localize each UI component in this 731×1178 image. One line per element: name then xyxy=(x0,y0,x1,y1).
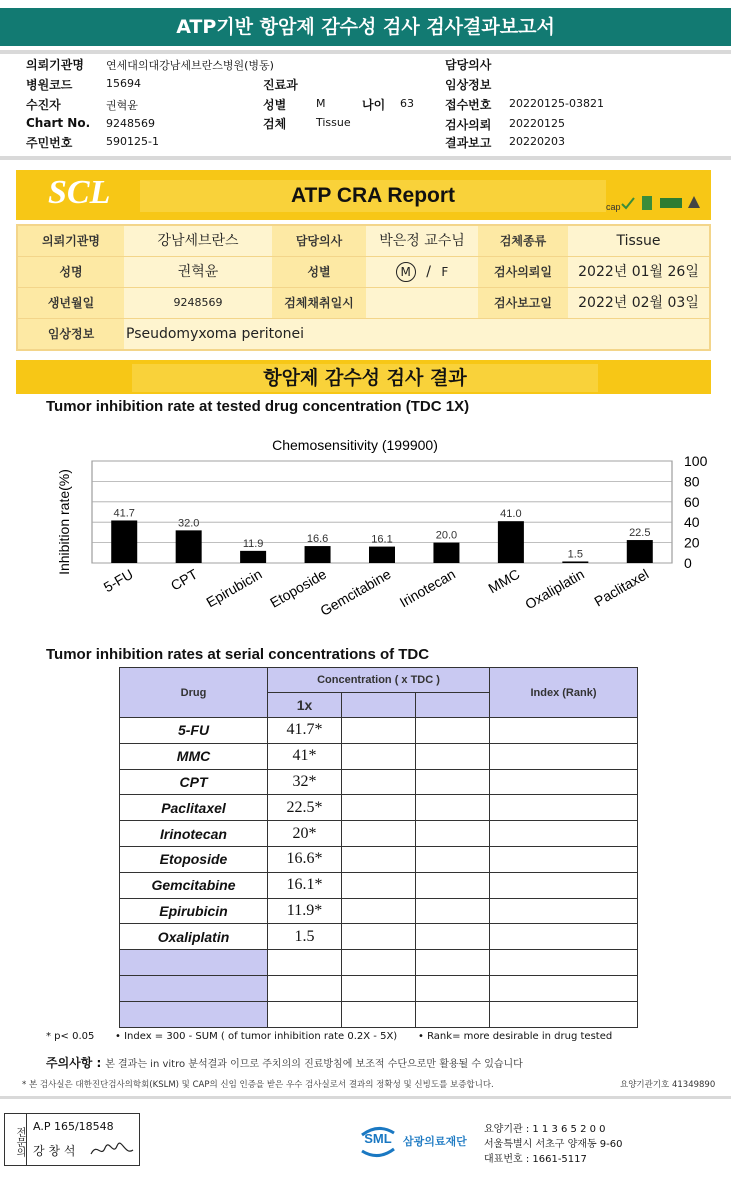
section-title: 항암제 감수성 검사 결과 xyxy=(132,364,598,392)
sex-male-selected: M xyxy=(396,262,416,282)
info-value xyxy=(366,288,478,318)
drug-name: 5-FU xyxy=(120,718,268,744)
x-tick-label: Gemcitabine xyxy=(317,565,394,619)
patient-meta xyxy=(26,56,726,151)
info-label: 성별 xyxy=(272,257,366,287)
info-value: 권혁윤 xyxy=(177,264,219,280)
certification-note: * 본 검사실은 대한진단검사의학회(KSLM) 및 CAP의 신임 인증을 받은 우수 검사실로서 결과의 정확성 및 신빙도를 보증합니다. xyxy=(22,1080,494,1090)
table-row xyxy=(120,769,638,795)
table-row xyxy=(120,975,638,1001)
inhibition-value: 16.1* xyxy=(268,872,342,898)
x-tick-label: 5-FU xyxy=(100,565,136,596)
scl-report-title: ATP CRA Report xyxy=(140,180,606,212)
bar-value-label: 20.0 xyxy=(435,529,458,542)
empty-cell xyxy=(416,795,490,821)
empty-cell xyxy=(416,846,490,872)
bar-value-label: 22.5 xyxy=(629,527,651,540)
x-tick-label: MMC xyxy=(485,565,523,597)
table-row xyxy=(120,872,638,898)
info-value: Pseudomyxoma peritonei xyxy=(126,326,305,342)
empty-cell xyxy=(416,950,490,976)
concentration-empty-header xyxy=(416,693,490,718)
x-tick-label: Oxaliplatin xyxy=(522,565,587,613)
y-tick-label: 0 xyxy=(684,555,692,571)
footer-line1: 요양기관 : 1 1 3 6 5 2 0 0 xyxy=(484,1124,606,1135)
empty-cell xyxy=(416,718,490,744)
empty-cell xyxy=(342,872,416,898)
p-note: * p< 0.05 xyxy=(46,1031,95,1042)
inhibition-value: 11.9* xyxy=(268,898,342,924)
empty-cell xyxy=(342,743,416,769)
empty-drug-cell xyxy=(120,1001,268,1027)
concentration-1x-header: 1x xyxy=(268,693,342,718)
x-tick-label: Epirubicin xyxy=(203,565,265,611)
accreditation-logos xyxy=(606,190,706,214)
caution-note xyxy=(46,1054,523,1071)
empty-cell xyxy=(490,846,638,872)
drug-name: Epirubicin xyxy=(120,898,268,924)
index-header: Index (Rank) xyxy=(490,668,638,718)
inhibition-value: 1.5 xyxy=(268,924,342,950)
empty-cell xyxy=(342,718,416,744)
table-row xyxy=(120,924,638,950)
info-label: 검사보고일 xyxy=(478,288,568,318)
inhibition-value: 20* xyxy=(268,821,342,847)
chemosensitivity-chart xyxy=(40,428,720,628)
bar-cpt xyxy=(176,530,202,563)
tdc-table xyxy=(119,667,638,1028)
sex-female: F xyxy=(441,265,449,279)
empty-drug-cell xyxy=(120,975,268,1001)
meta-value: 15694 xyxy=(106,77,141,90)
bar-epirubicin xyxy=(240,551,266,563)
drug-name: Gemcitabine xyxy=(120,872,268,898)
y-tick-label: 40 xyxy=(684,514,700,531)
info-value: 9248569 xyxy=(173,296,223,309)
empty-cell xyxy=(268,1001,342,1027)
empty-cell xyxy=(342,769,416,795)
inhibition-value: 41* xyxy=(268,743,342,769)
footer-line3: 대표번호 : 1661-5117 xyxy=(484,1154,587,1165)
y-tick-label: 100 xyxy=(684,453,708,469)
empty-cell xyxy=(416,743,490,769)
sex-selector xyxy=(366,257,478,287)
table-row xyxy=(120,898,638,924)
divider xyxy=(0,156,731,160)
info-label: 임상정보 xyxy=(18,319,124,349)
bar-oxaliplatin xyxy=(562,561,588,563)
sml-name: 삼광의료재단 xyxy=(403,1135,467,1148)
meta-label: 접수번호 xyxy=(445,98,492,112)
drug-name: Paclitaxel xyxy=(120,795,268,821)
bar-5-fu xyxy=(111,520,137,563)
empty-cell xyxy=(342,975,416,1001)
info-value: 박은정 교수님 xyxy=(379,233,465,249)
empty-cell xyxy=(490,950,638,976)
empty-cell xyxy=(490,924,638,950)
table-row xyxy=(120,718,638,744)
meta-value: M xyxy=(316,97,326,110)
bar-value-label: 41.0 xyxy=(500,508,522,521)
meta-value: 20220125 xyxy=(509,117,565,130)
report-title: ATP기반 항암제 감수성 검사 검사결과보고서 xyxy=(0,8,731,46)
footer-line2: 서울특별시 서초구 양재동 9-60 xyxy=(484,1139,623,1150)
table-row xyxy=(120,1001,638,1027)
caution-text: 본 결과는 in vitro 분석결과 이므로 주치의의 진료방침에 보조적 수단으로만 활용될 수 있습니다 xyxy=(105,1059,523,1070)
meta-value: 590125-1 xyxy=(106,135,159,148)
meta-label: 담당의사 xyxy=(445,58,492,72)
concentration-header: Concentration ( x TDC ) xyxy=(268,668,490,693)
bar-value-label: 1.5 xyxy=(567,548,583,561)
meta-value: 20220203 xyxy=(509,135,565,148)
bar-value-label: 16.1 xyxy=(371,533,393,546)
empty-cell xyxy=(342,795,416,821)
meta-label: 의뢰기관명 xyxy=(26,58,84,72)
meta-label: 주민번호 xyxy=(26,136,73,150)
empty-cell xyxy=(490,795,638,821)
info-value: 2022년 02월 03일 xyxy=(578,295,699,311)
table-row xyxy=(120,743,638,769)
y-tick-label: 60 xyxy=(684,493,700,510)
institution-code: 요양기관기호 41349890 xyxy=(620,1080,716,1090)
empty-cell xyxy=(490,821,638,847)
x-tick-label: CPT xyxy=(167,565,201,594)
empty-cell xyxy=(416,924,490,950)
empty-cell xyxy=(268,950,342,976)
sex-separator: / xyxy=(426,264,431,280)
drug-name: MMC xyxy=(120,743,268,769)
table-row xyxy=(120,821,638,847)
signature-box xyxy=(4,1113,140,1166)
meta-label: 검체 xyxy=(263,117,287,131)
bar-value-label: 11.9 xyxy=(242,537,264,550)
concentration-empty-header xyxy=(342,693,416,718)
inhibition-value: 32* xyxy=(268,769,342,795)
info-label: 의뢰기관명 xyxy=(18,226,124,256)
inhibition-value: 22.5* xyxy=(268,795,342,821)
meta-value: 권혁윤 xyxy=(106,99,138,112)
divider xyxy=(0,1096,731,1099)
bar-value-label: 41.7 xyxy=(113,507,135,520)
bar-value-label: 16.6 xyxy=(306,533,329,546)
info-row xyxy=(18,226,709,257)
meta-label: 검사의뢰 xyxy=(445,118,492,132)
x-tick-label: Paclitaxel xyxy=(591,565,652,610)
empty-cell xyxy=(416,872,490,898)
y-axis-label: Inhibition rate(%) xyxy=(56,469,72,575)
inhibition-value: 41.7* xyxy=(268,718,342,744)
specialist-id: A.P 165/18548 xyxy=(33,1120,114,1133)
y-tick-label: 80 xyxy=(684,473,700,490)
empty-cell xyxy=(490,743,638,769)
empty-cell xyxy=(342,950,416,976)
info-value: 강남세브란스 xyxy=(157,233,239,249)
info-label: 검체종류 xyxy=(478,226,568,256)
empty-cell xyxy=(342,1001,416,1027)
empty-cell xyxy=(416,1001,490,1027)
patient-info-box xyxy=(16,224,711,351)
empty-cell xyxy=(490,1001,638,1027)
bar-gemcitabine xyxy=(369,547,395,563)
info-row xyxy=(18,257,709,288)
meta-label: 나이 xyxy=(362,98,386,112)
p-value-note xyxy=(46,1031,94,1042)
info-row xyxy=(18,288,709,319)
table-row xyxy=(120,846,638,872)
x-tick-label: Irinotecan xyxy=(396,565,458,611)
specialist-name: 강 창 석 xyxy=(33,1144,76,1158)
empty-cell xyxy=(490,975,638,1001)
meta-label: 수진자 xyxy=(26,98,61,112)
info-label: 검체채취일시 xyxy=(272,288,366,318)
empty-cell xyxy=(490,898,638,924)
empty-cell xyxy=(416,821,490,847)
info-label: 검사의뢰일 xyxy=(478,257,568,287)
empty-cell xyxy=(342,821,416,847)
bar-value-label: 32.0 xyxy=(177,517,200,530)
drug-name: Etoposide xyxy=(120,846,268,872)
meta-label: Chart No. xyxy=(26,116,91,130)
meta-label: 진료과 xyxy=(263,78,298,92)
scl-logo: SCL xyxy=(48,174,111,211)
y-tick-label: 20 xyxy=(684,534,700,551)
meta-value: 63 xyxy=(400,97,414,110)
info-value: 2022년 01월 26일 xyxy=(578,264,699,280)
meta-label: 임상정보 xyxy=(445,78,492,92)
empty-cell xyxy=(342,898,416,924)
rank-note: • Rank= more desirable in drug tested xyxy=(418,1031,613,1042)
meta-value: 20220125-03821 xyxy=(509,97,604,110)
empty-cell xyxy=(342,846,416,872)
empty-cell xyxy=(416,898,490,924)
drug-name: CPT xyxy=(120,769,268,795)
meta-value: 9248569 xyxy=(106,117,155,130)
info-label: 생년월일 xyxy=(18,288,124,318)
chart-title: Chemosensitivity (199900) xyxy=(272,437,438,453)
drug-header: Drug xyxy=(120,668,268,718)
meta-label: 성별 xyxy=(263,98,287,112)
empty-cell xyxy=(490,769,638,795)
table-row xyxy=(120,795,638,821)
info-label: 성명 xyxy=(18,257,124,287)
bar-irinotecan xyxy=(433,543,459,563)
index-note: • Index = 300 - SUM ( of tumor inhibition rate 0.2X - 5X) xyxy=(115,1031,398,1042)
caution-label: 주의사항 : xyxy=(46,1056,102,1070)
divider xyxy=(0,50,731,54)
empty-cell xyxy=(268,975,342,1001)
signature-icon xyxy=(89,1140,135,1160)
table-row xyxy=(120,950,638,976)
empty-cell xyxy=(416,975,490,1001)
specialist-label: 전문의 xyxy=(5,1114,27,1165)
svg-text:cap: cap xyxy=(606,202,621,212)
meta-value: 연세대의대강남세브란스병원(병동) xyxy=(106,59,274,72)
bar-mmc xyxy=(498,521,524,563)
table-heading: Tumor inhibition rates at serial concentrations of TDC xyxy=(46,646,430,663)
drug-name: Irinotecan xyxy=(120,821,268,847)
info-label: 담당의사 xyxy=(272,226,366,256)
empty-cell xyxy=(416,769,490,795)
empty-cell xyxy=(342,924,416,950)
info-row xyxy=(18,319,709,350)
bar-paclitaxel xyxy=(627,540,653,563)
meta-label: 병원코드 xyxy=(26,78,73,92)
empty-cell xyxy=(490,718,638,744)
chart-heading: Tumor inhibition rate at tested drug concentration (TDC 1X) xyxy=(46,398,470,415)
meta-label: 결과보고 xyxy=(445,136,492,150)
drug-name: Oxaliplatin xyxy=(120,924,268,950)
inhibition-value: 16.6* xyxy=(268,846,342,872)
x-tick-label: Etoposide xyxy=(267,565,330,611)
empty-drug-cell xyxy=(120,950,268,976)
bar-etoposide xyxy=(305,546,331,563)
sml-logo-text: SML xyxy=(364,1131,392,1146)
empty-cell xyxy=(490,872,638,898)
info-value: Tissue xyxy=(616,233,661,249)
meta-value: Tissue xyxy=(316,116,351,129)
